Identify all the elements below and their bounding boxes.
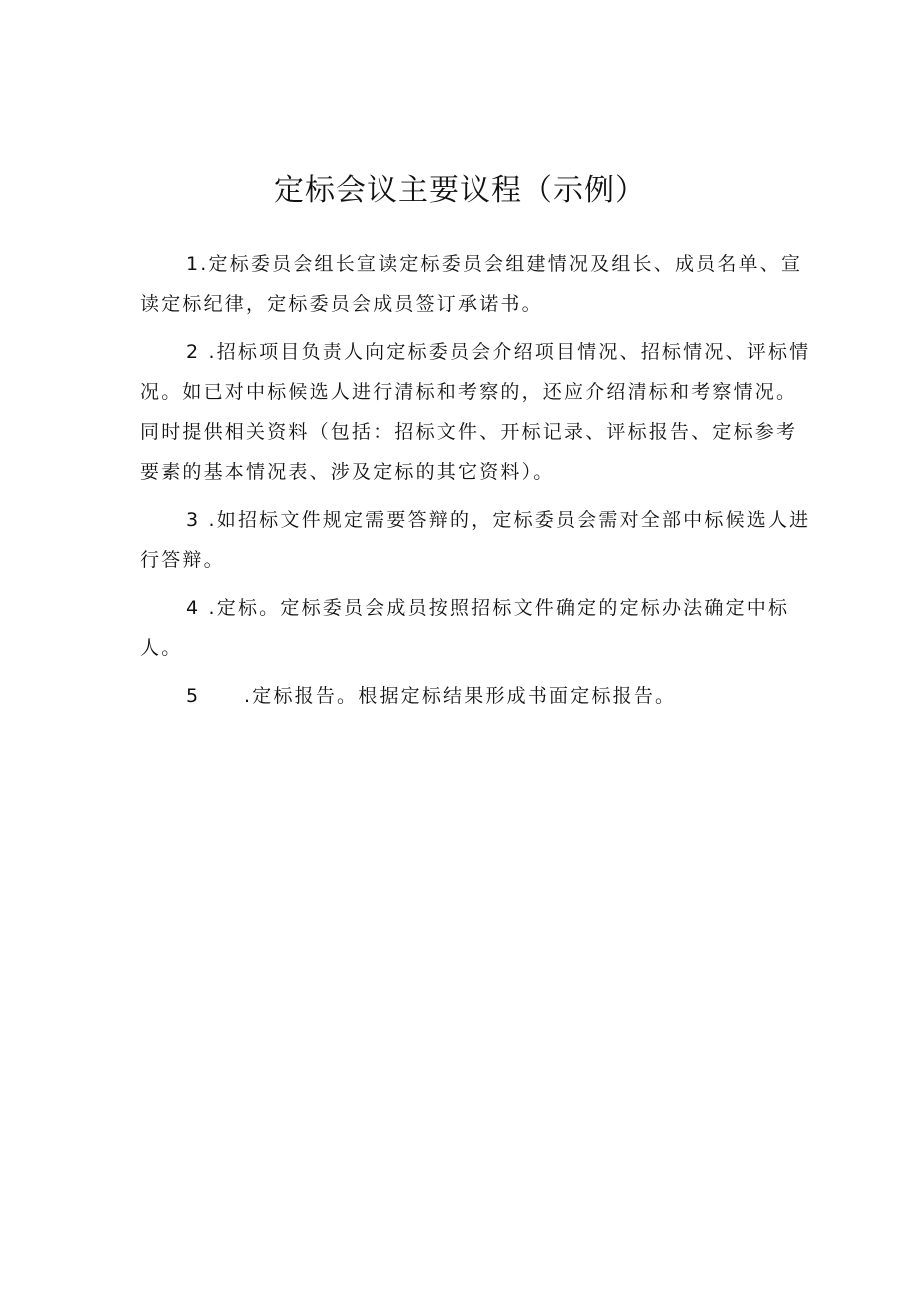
agenda-item-number: 2 [186, 341, 201, 363]
agenda-item-number: 3 [186, 509, 201, 531]
agenda-item-text: .定标委员会组长宣读定标委员会组建情况及组长、成员名单、宣读定标纪律，定标委员会成员签订承诺书。 [140, 253, 803, 315]
agenda-item-2 [140, 332, 818, 492]
agenda-item-3 [140, 500, 818, 580]
agenda-item-number: 5 [186, 685, 201, 707]
agenda-item-number: 1 [186, 253, 201, 275]
agenda-item-text: .招标项目负责人向定标委员会介绍项目情况、招标情况、评标情况。如已对中标候选人进行清标和考察的，还应介绍清标和考察情况。同时提供相关资料（包括：招标文件、开标记录、评标报告、定标参考要素的基本情况表、涉及定标的其它资料）。 [140, 341, 811, 483]
agenda-item-text: .定标报告。根据定标结果形成书面定标报告。 [244, 685, 677, 707]
agenda-item-4 [140, 588, 818, 668]
agenda-item-number: 4 [186, 597, 201, 619]
agenda-item-1 [140, 244, 818, 324]
document-title: 定标会议主要议程（示例） [274, 173, 646, 208]
agenda-list [140, 244, 818, 724]
agenda-item-text: .如招标文件规定需要答辩的，定标委员会需对全部中标候选人进行答辩。 [140, 509, 811, 571]
agenda-item-text: .定标。定标委员会成员按照招标文件确定的定标办法确定中标人。 [140, 597, 790, 659]
agenda-item-5 [140, 676, 818, 716]
